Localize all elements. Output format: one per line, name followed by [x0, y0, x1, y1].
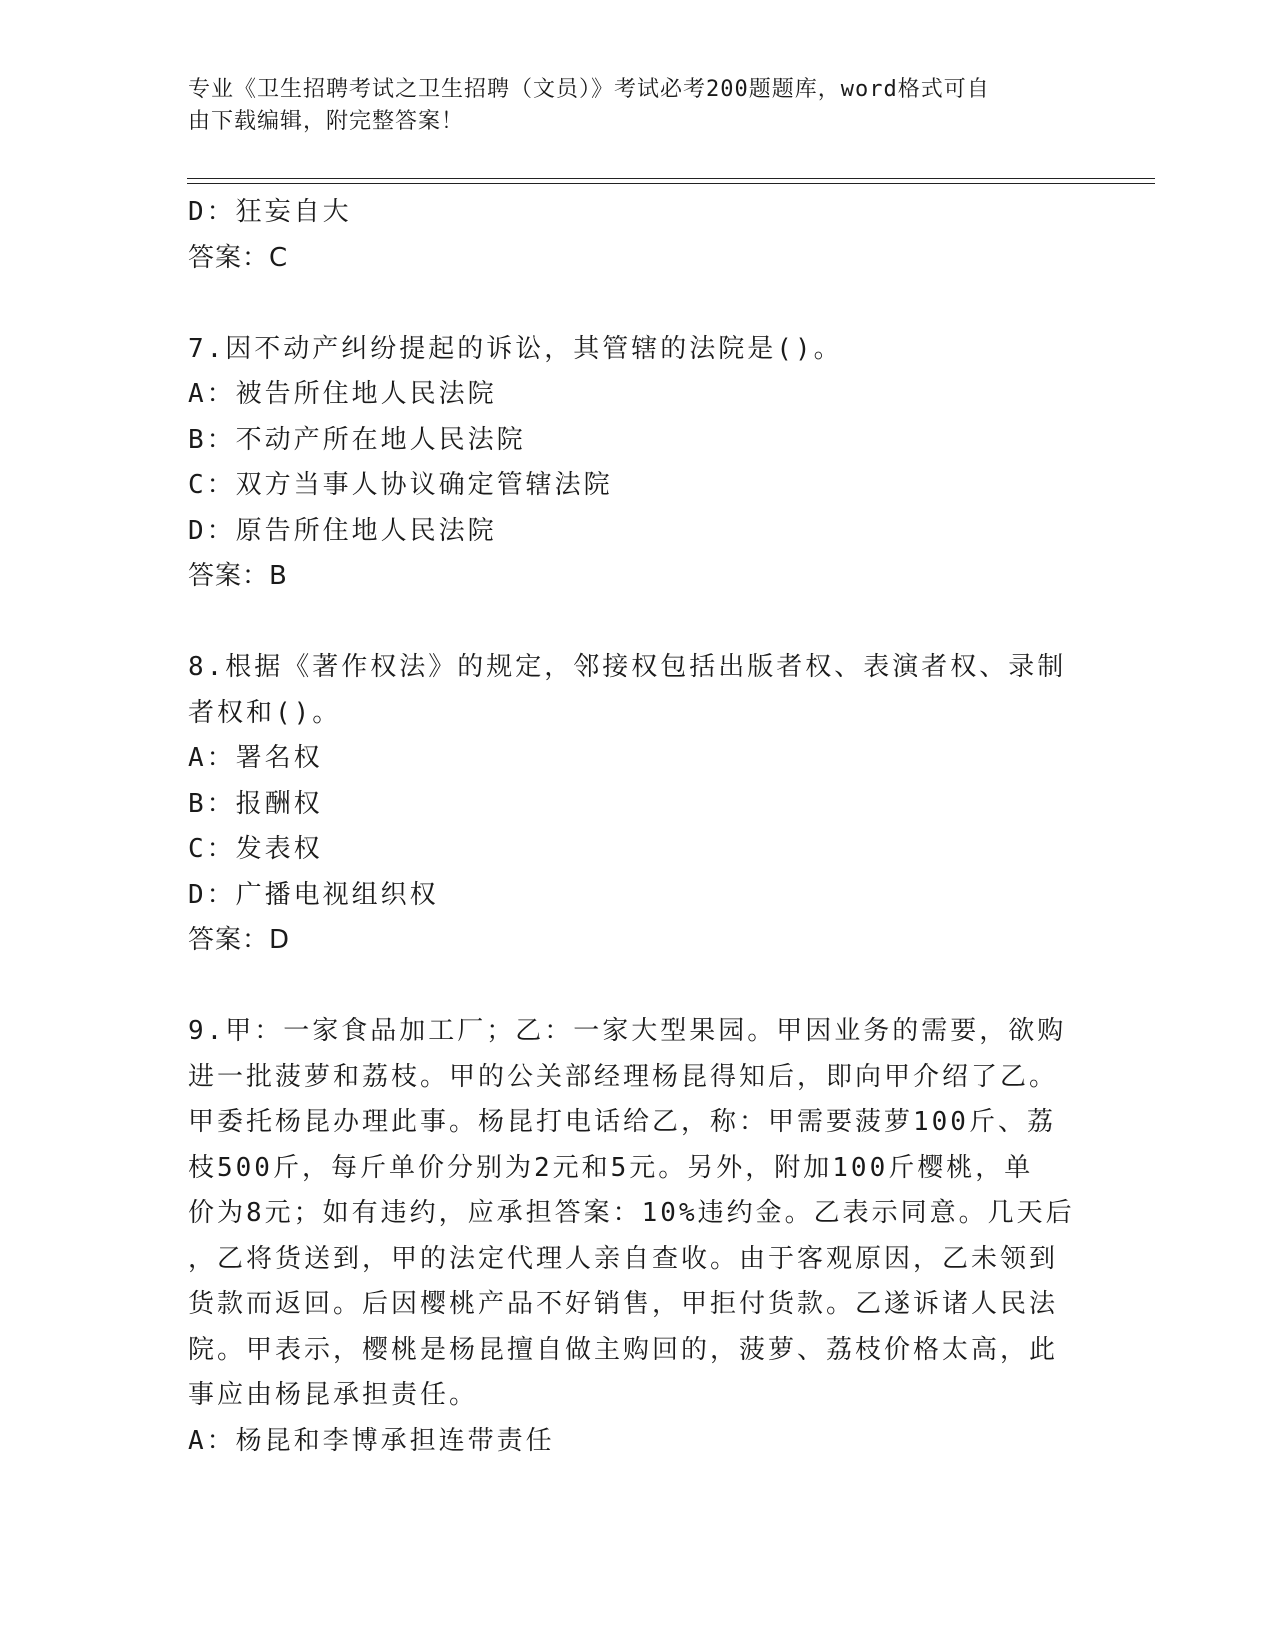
document-body	[188, 190, 1088, 1464]
spacer	[188, 964, 1088, 1010]
option-d: D：狂妄自大	[188, 197, 352, 227]
question-stem: 7.因不动产纠纷提起的诉讼，其管辖的法院是()。	[188, 333, 843, 364]
question-7	[188, 327, 1088, 600]
question-stem-line: 价为8元；如有违约，应承担答案：10%违约金。乙表示同意。几天后	[188, 1198, 1075, 1228]
option-d: D：原告所住地人民法院	[188, 515, 497, 546]
answer-line: 答案：D	[188, 925, 291, 955]
option-d: D：广播电视组织权	[188, 879, 439, 910]
question-stem-line: 甲委托杨昆办理此事。杨昆打电话给乙，称：甲需要菠萝100斤、荔	[188, 1107, 1056, 1137]
question-stem-line: 8.根据《著作权法》的规定，邻接权包括出版者权、表演者权、录制	[188, 652, 1067, 682]
question-stem-line: 院。甲表示，樱桃是杨昆擅自做主购回的，菠萝、荔枝价格太高，此	[188, 1334, 1059, 1365]
question-stem-line: 者权和()。	[188, 697, 342, 728]
option-b: B：不动产所在地人民法院	[188, 424, 526, 455]
question-9	[188, 1009, 1088, 1464]
option-c: C：发表权	[188, 834, 323, 864]
option-a: A：被告所住地人民法院	[188, 379, 497, 409]
document-header	[188, 74, 1068, 138]
question-stem-line: 事应由杨昆承担责任。	[188, 1380, 479, 1410]
answer-line: 答案：B	[188, 561, 288, 591]
option-a: A：杨昆和李博承担连带责任	[188, 1425, 555, 1456]
option-a: A：署名权	[188, 743, 323, 773]
answer-line: 答案：C	[188, 242, 289, 273]
header-rule-top	[187, 178, 1155, 179]
header-rule-bottom	[187, 183, 1155, 184]
question-stem-line: 进一批菠萝和荔枝。甲的公关部经理杨昆得知后，即向甲介绍了乙。	[188, 1061, 1059, 1092]
question-8	[188, 645, 1088, 964]
spacer	[188, 281, 1088, 327]
option-b: B：报酬权	[188, 788, 323, 819]
question-stem-line: 货款而返回。后因樱桃产品不好销售，甲拒付货款。乙遂诉诸人民法	[188, 1289, 1059, 1319]
question-stem-line: ，乙将货送到，甲的法定代理人亲自查收。由于客观原因，乙未领到	[188, 1243, 1059, 1274]
header-line-1: 专业《卫生招聘考试之卫生招聘（文员）》考试必考200题题库，word格式可自	[188, 77, 990, 102]
question-stem-line: 9.甲：一家食品加工厂；乙：一家大型果园。甲因业务的需要，欲购	[188, 1016, 1067, 1046]
spacer	[188, 600, 1088, 646]
option-c: C：双方当事人协议确定管辖法院	[188, 470, 613, 500]
header-line-2: 由下载编辑，附完整答案！	[188, 109, 465, 134]
question-stem-line: 枝500斤，每斤单价分别为2元和5元。另外，附加100斤樱桃，单	[188, 1152, 1034, 1183]
